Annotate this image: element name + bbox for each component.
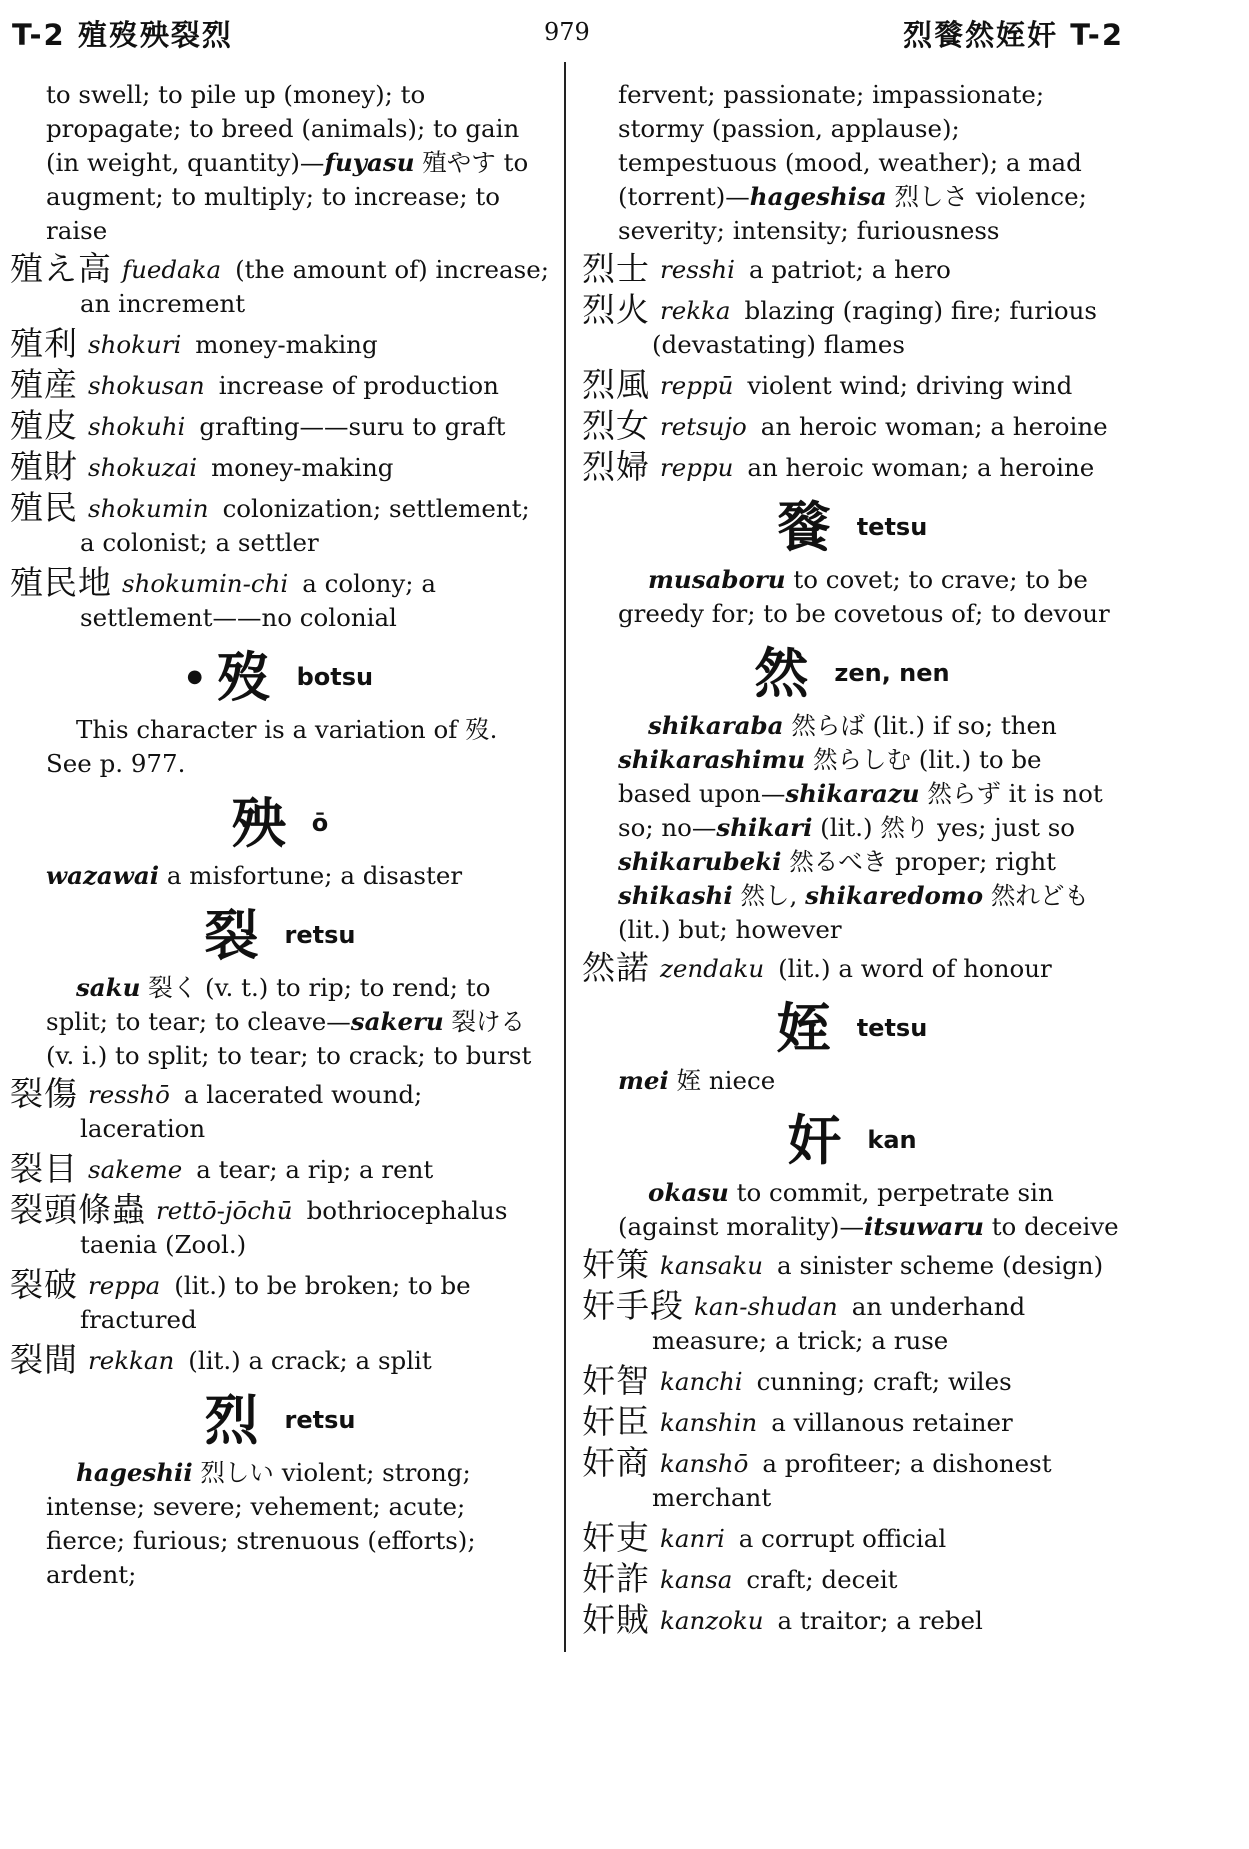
entry-romaji: fuedaka: [122, 255, 222, 284]
definition-paragraph: [46, 971, 550, 1073]
definition-text: 然れども (lit.) but; however: [618, 881, 1089, 944]
entry-definition: (lit.) a word of honour: [778, 954, 1052, 983]
entry-definition: (the amount of) increase; an increment: [80, 255, 549, 318]
entry-kanji: 殖産: [10, 365, 78, 404]
entry-romaji: kanzoku: [660, 1606, 764, 1635]
definition-text: to deceive: [983, 1212, 1119, 1241]
entry-kanji: 裂間: [10, 1340, 78, 1379]
entry-definition: a lacerated wound; laceration: [80, 1080, 423, 1143]
entry-romaji: reppū: [660, 371, 734, 400]
entry-kanji: 殖民地: [10, 563, 112, 602]
definition-text: 然し,: [732, 881, 806, 910]
entry-definition: a tear; a rip; a rent: [196, 1155, 434, 1184]
entry-kanji: 奸詐: [582, 1559, 650, 1598]
entry-kanji: 烈女: [582, 406, 650, 445]
entry-romaji: resshi: [660, 255, 735, 284]
page-number: 979: [544, 18, 590, 46]
entry-definition: a profiteer; a dishonest merchant: [652, 1449, 1052, 1512]
dictionary-entry: [10, 249, 550, 321]
entry-kanji: 奸手段: [582, 1286, 684, 1325]
entry-definition: increase of production: [218, 371, 499, 400]
definition-paragraph: [618, 1064, 1122, 1098]
romaji-bold: fuyasu: [324, 148, 415, 177]
headword-kanji: 奸: [787, 1108, 842, 1172]
entry-definition: a corrupt official: [738, 1524, 947, 1553]
entry-kanji: 裂目: [10, 1149, 78, 1188]
romaji-bold: hageshisa: [749, 182, 887, 211]
headword-zen: [582, 643, 1122, 703]
headword-kanji: 殃: [231, 791, 286, 855]
entry-romaji: kanshō: [660, 1449, 749, 1478]
entry-definition: a colony; a settlement——no colonial: [80, 569, 436, 632]
entry-romaji: shokumin-chi: [122, 569, 289, 598]
headword-kanji: 然: [754, 641, 809, 705]
romaji-bold: shikarashimu: [618, 745, 806, 774]
definition-paragraph: [618, 1176, 1122, 1244]
headword-o: [10, 793, 550, 853]
definition-text: to swell; to pile up (money); to propagate; to breed (animals); to gain (in weight, quantity)—: [46, 80, 520, 177]
dictionary-entry: [582, 1286, 1122, 1358]
entry-definition: colonization; settlement; a colonist; a settler: [80, 494, 530, 557]
entry-romaji: shokusan: [88, 371, 205, 400]
entry-definition: an underhand measure; a trick; a ruse: [652, 1292, 1026, 1355]
headword-kanji: 裂: [204, 903, 259, 967]
dictionary-entry: [10, 1074, 550, 1146]
definition-text: 裂く (v. t.) to rip; to rend; to split; to tear; to cleave—: [46, 973, 491, 1036]
entry-romaji: reppa: [88, 1271, 161, 1300]
definition-text: fervent; passionate; impassionate; stormy (passion, applause); tempestuous (mood, weather); a mad (torrent)—: [618, 80, 1082, 211]
entry-kanji: 裂破: [10, 1265, 78, 1304]
entry-kanji: 奸商: [582, 1443, 650, 1482]
entry-list-retsu-compounds: [582, 249, 1122, 486]
kana-form: 殖やす: [414, 148, 504, 177]
headword-reading: kan: [867, 1126, 917, 1154]
entry-romaji: zendaku: [660, 954, 765, 983]
romaji-bold: okasu: [648, 1178, 729, 1207]
entry-kanji: 殖財: [10, 447, 78, 486]
definition-text: 姪 niece: [668, 1066, 776, 1095]
header-left-chars: 殖歿殃裂烈: [77, 17, 233, 52]
dictionary-entry: [10, 1149, 550, 1188]
headword-reading: ō: [311, 809, 329, 837]
headword-kanji: 歿: [216, 645, 271, 709]
dictionary-entry: [10, 563, 550, 635]
entry-list-kan: [582, 1245, 1122, 1639]
headword-kanji: 姪: [776, 996, 831, 1060]
entry-definition: (lit.) to be broken; to be fractured: [80, 1271, 471, 1334]
header-right-code: T-2: [1070, 17, 1124, 52]
entry-kanji: 殖民: [10, 488, 78, 527]
continued-definition: [618, 78, 1122, 248]
entry-definition: grafting——suru to graft: [199, 412, 506, 441]
dictionary-entry: [582, 1600, 1122, 1639]
entry-romaji: sakeme: [88, 1155, 183, 1184]
entry-kanji: 烈婦: [582, 447, 650, 486]
definition-text: 然らず it is not so; no—: [618, 779, 1103, 842]
definition-text: a misfortune; a disaster: [159, 861, 463, 890]
romaji-bold: shikaraba: [648, 711, 784, 740]
entry-definition: craft; deceit: [746, 1565, 898, 1594]
entry-kanji: 奸智: [582, 1361, 650, 1400]
entry-romaji: kan-shudan: [694, 1292, 838, 1321]
left-column: [10, 78, 550, 1596]
headword-reading: botsu: [296, 663, 374, 691]
romaji-bold: shikari: [716, 813, 813, 842]
dictionary-entry: [10, 1340, 550, 1379]
definition-text: to commit, perpetrate sin (against morality)—: [618, 1178, 1054, 1241]
romaji-bold: hageshii: [76, 1458, 193, 1487]
definition-text: to covet; to crave; to be greedy for; to be covetous of; to devour: [618, 565, 1110, 628]
headword-kanji: 烈: [204, 1388, 259, 1452]
definition-paragraph: [618, 709, 1122, 947]
romaji-bold: saku: [76, 973, 141, 1002]
romaji-bold: shikaredomo: [805, 881, 984, 910]
entry-definition: a traitor; a rebel: [777, 1606, 983, 1635]
header-left: [12, 13, 233, 54]
entry-definition: blazing (raging) fire; furious (devastating) flames: [652, 296, 1097, 359]
dictionary-entry: [10, 1190, 550, 1262]
entry-kanji: 裂頭條蟲: [10, 1190, 146, 1229]
entry-list-shoku: [10, 249, 550, 635]
entry-romaji: rekkan: [88, 1346, 175, 1375]
entry-definition: a sinister scheme (design): [777, 1251, 1104, 1280]
headword-retsu-2: [10, 1390, 550, 1450]
entry-romaji: shokumin: [88, 494, 209, 523]
romaji-bold: shikarazu: [785, 779, 920, 808]
entry-kanji: 裂傷: [10, 1074, 78, 1113]
entry-definition: violent wind; driving wind: [747, 371, 1073, 400]
entry-definition: money-making: [211, 453, 394, 482]
romaji-bold: mei: [618, 1066, 669, 1095]
headword-reading: zen, nen: [834, 659, 950, 687]
definition-text: 烈しい violent; strong; intense; severe; vehement; acute; fierce; furious; strenuous (efforts); ardent;: [46, 1458, 476, 1589]
headword-kanji: 餮: [776, 495, 831, 559]
entry-romaji: rekka: [660, 296, 731, 325]
romaji-bold: wazawai: [46, 861, 160, 890]
romaji-bold: shikarubeki: [618, 847, 782, 876]
entry-kanji: 烈士: [582, 249, 650, 288]
entry-romaji: shokuzai: [88, 453, 198, 482]
dictionary-entry: [582, 1443, 1122, 1515]
entry-definition: an heroic woman; a heroine: [747, 453, 1095, 482]
definition-text: 裂ける (v. i.) to split; to tear; to crack; to burst: [46, 1007, 532, 1070]
definition-text: (lit.) 然り yes; just so: [812, 813, 1076, 842]
entry-romaji: kanchi: [660, 1367, 743, 1396]
dictionary-entry: [582, 447, 1122, 486]
romaji-bold: sakeru: [350, 1007, 444, 1036]
cross-reference-note: This character is a variation of 歿. See p. 977.: [46, 715, 498, 778]
entry-definition: cunning; craft; wiles: [756, 1367, 1012, 1396]
entry-definition: an heroic woman; a heroine: [760, 412, 1108, 441]
dictionary-entry: [582, 1245, 1122, 1284]
headword-botsu: [10, 647, 550, 707]
dictionary-entry: [10, 488, 550, 560]
entry-romaji: resshō: [88, 1080, 170, 1109]
entry-definition: a villanous retainer: [771, 1408, 1013, 1437]
entry-kanji: 烈火: [582, 290, 650, 329]
entry-romaji: kansaku: [660, 1251, 764, 1280]
entry-definition: (lit.) a crack; a split: [188, 1346, 432, 1375]
definition-paragraph: [46, 859, 550, 893]
entry-romaji: kanri: [660, 1524, 725, 1553]
dictionary-entry: [10, 324, 550, 363]
column-divider: [564, 62, 566, 1652]
headword-reading: tetsu: [856, 513, 928, 541]
entry-kanji: 奸臣: [582, 1402, 650, 1441]
dictionary-entry: [582, 365, 1122, 404]
entry-kanji: 殖え高: [10, 249, 112, 288]
romaji-bold: musaboru: [648, 565, 786, 594]
entry-kanji: 奸賊: [582, 1600, 650, 1639]
dictionary-entry: [10, 1265, 550, 1337]
entry-romaji: reppu: [660, 453, 734, 482]
entry-romaji: rettō-jōchū: [156, 1196, 293, 1225]
entry-definition: a patriot; a hero: [748, 255, 951, 284]
dictionary-entry: [582, 1402, 1122, 1441]
dictionary-entry: [10, 447, 550, 486]
definition-text: 然るべき proper; right: [781, 847, 1057, 876]
romaji-bold: shikashi: [618, 881, 733, 910]
right-column: [582, 78, 1122, 1644]
dictionary-entry: [582, 406, 1122, 445]
entry-romaji: kansa: [660, 1565, 733, 1594]
entry-romaji: shokuri: [88, 330, 182, 359]
entry-kanji: 殖皮: [10, 406, 78, 445]
dictionary-entry: [582, 290, 1122, 362]
entry-kanji: 然諾: [582, 948, 650, 987]
definition-text: 然らば (lit.) if so; then: [783, 711, 1057, 740]
headword-reading: tetsu: [856, 1014, 928, 1042]
entry-kanji: 烈風: [582, 365, 650, 404]
entry-list-retsu: [10, 1074, 550, 1379]
definition-paragraph: [46, 1456, 550, 1592]
romaji-bold: itsuwaru: [864, 1212, 984, 1241]
header-right: [903, 13, 1124, 54]
page-header: [12, 10, 1124, 56]
header-right-chars: 烈餮然姪奸: [903, 17, 1059, 52]
entry-kanji: 奸策: [582, 1245, 650, 1284]
dictionary-entry: [582, 948, 1122, 987]
headword-retsu-1: [10, 905, 550, 965]
dictionary-entry: [10, 406, 550, 445]
dictionary-entry: [582, 249, 1122, 288]
entry-definition: bothriocephalus taenia (Zool.): [80, 1196, 508, 1259]
headword-reading: retsu: [284, 1406, 356, 1434]
bullet-mark: ●: [186, 666, 203, 687]
dictionary-entry: [582, 1361, 1122, 1400]
dictionary-entry: [582, 1559, 1122, 1598]
header-left-code: T-2: [12, 17, 66, 52]
entry-romaji: kanshin: [660, 1408, 758, 1437]
headword-reading: retsu: [284, 921, 356, 949]
definition-text: to augment; to multiply; to increase; to raise: [46, 148, 529, 245]
entry-romaji: shokuhi: [88, 412, 186, 441]
definition-text: 然らしむ (lit.) to be based upon—: [618, 745, 1042, 808]
headword-tetsu-1: [582, 497, 1122, 557]
entry-kanji: 奸吏: [582, 1518, 650, 1557]
dictionary-entry: [582, 1518, 1122, 1557]
definition-paragraph: [618, 563, 1122, 631]
entry-romaji: retsujo: [660, 412, 747, 441]
entry-kanji: 殖利: [10, 324, 78, 363]
dictionary-entry: [10, 365, 550, 404]
definition-text: 烈しさ violence; severity; intensity; furiousness: [618, 182, 1087, 245]
continued-definition: [46, 78, 550, 248]
headword-kan: [582, 1110, 1122, 1170]
entry-definition: money-making: [195, 330, 378, 359]
headword-tetsu-2: [582, 998, 1122, 1058]
